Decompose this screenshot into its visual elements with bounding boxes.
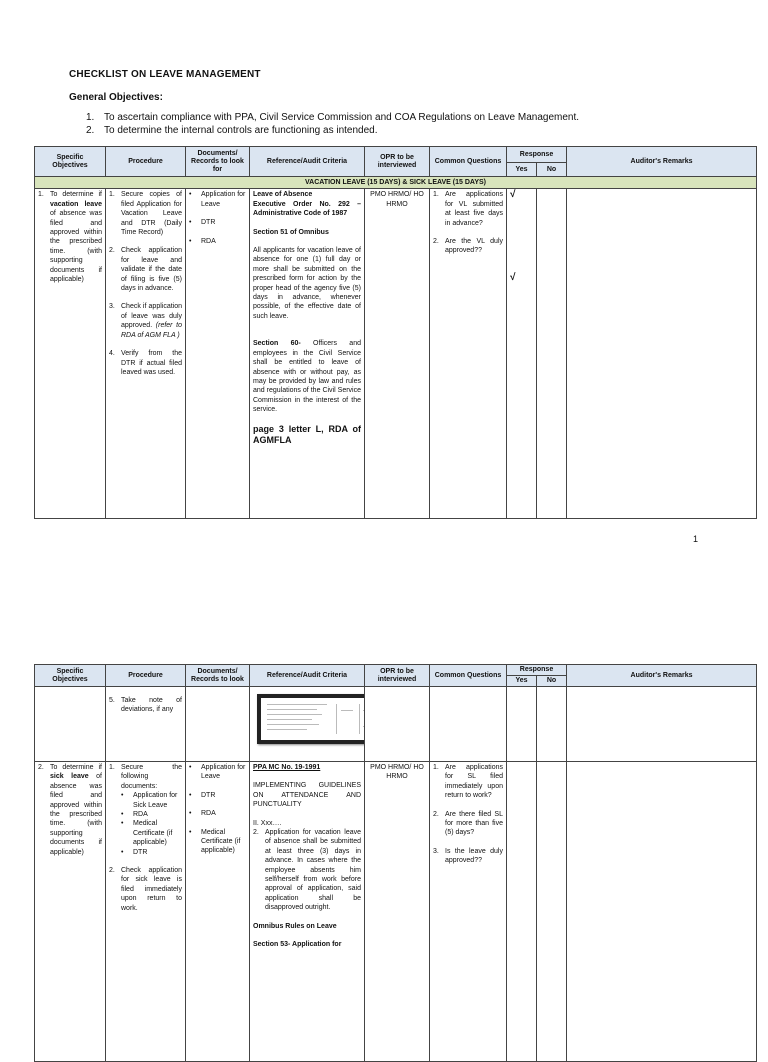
header-no: No — [537, 163, 567, 177]
specific-objective-cell — [35, 687, 106, 762]
header-opr: OPR to be interviewed — [365, 665, 430, 687]
header-common-questions: Common Questions — [430, 147, 507, 177]
reference-cell — [250, 687, 365, 762]
auditors-remarks-cell — [567, 189, 757, 519]
leave-category-band: VACATION LEAVE (15 DAYS) & SICK LEAVE (15 DAYS) — [35, 177, 757, 189]
objectives-list — [86, 111, 579, 137]
header-reference: Reference/Audit Criteria — [250, 147, 365, 177]
document-title: CHECKLIST ON LEAVE MANAGEMENT — [69, 69, 261, 80]
response-yes-cell — [507, 762, 537, 1062]
common-questions-cell: 1. Are applications for SL filed immediately upon return to work? 2. Are there filed SL for more than five (5) days? 3. Is the leave duly approved?? — [430, 762, 507, 1062]
header-specific-objectives: Specific Objectives — [35, 147, 106, 177]
yes-checkmark: √ — [510, 272, 516, 284]
response-no-cell — [537, 687, 567, 762]
header-common-questions: Common Questions — [430, 665, 507, 687]
header-auditors-remarks: Auditor's Remarks — [567, 665, 757, 687]
page-number: 1 — [693, 534, 699, 544]
auditors-remarks-cell — [567, 762, 757, 1062]
documents-cell — [186, 687, 250, 762]
response-no-cell — [537, 762, 567, 1062]
checklist-table-sick-leave — [34, 664, 757, 1062]
header-auditors-remarks: Auditor's Remarks — [567, 147, 757, 177]
documents-cell: • Application for Leave • DTR • RDA • Medical Certificate (if applicable) — [186, 762, 250, 1062]
checklist-table-vacation-leave — [34, 146, 757, 519]
response-no-cell — [537, 189, 567, 519]
auditors-remarks-cell — [567, 687, 757, 762]
header-yes: Yes — [507, 163, 537, 177]
objective-item: 2. To determine the internal controls are functioning as intended. — [86, 125, 378, 136]
opr-cell: PMO HRMO/ HO HRMO — [365, 189, 430, 519]
objective-item: 1. To ascertain compliance with PPA, Civil Service Commission and COA Regulations on Leave Management. — [86, 112, 580, 123]
procedure-cell: 1. Secure copies of filed Application for Vacation Leave and DTR (Daily Time Record) 2. Check application for leave and validate if the date of filing is five (5) days in advance. 3. Check if application of leave was duly approved. (refer to RDA of AGM FLA ) 4. Verify from the DTR if actual filed leaved was used. — [106, 189, 186, 519]
response-yes-cell — [507, 189, 537, 519]
general-objectives-label: General Objectives: — [69, 92, 163, 103]
procedure-cell: 5. Take note of deviations, if any — [106, 687, 186, 762]
header-reference: Reference/Audit Criteria — [250, 665, 365, 687]
specific-objective-cell: 1. To determine if vacation leave of absence was filed and approved within the prescribed time. (with supporting documents if applicable) — [35, 189, 106, 519]
header-response: Response — [507, 665, 567, 676]
yes-checkmark: √ — [510, 189, 516, 201]
procedure-cell: 1. Secure the following documents: • Application for Sick Leave • RDA • Medical Certificate (if applicable) • DTR 2. Check application for sick leave is filed immediately upon return to work. — [106, 762, 186, 1062]
header-documents: Documents/ Records to look for — [186, 147, 250, 177]
header-response: Response — [507, 147, 567, 163]
header-specific-objectives: Specific Objectives — [35, 665, 106, 687]
header-no: No — [537, 676, 567, 687]
embedded-document-thumbnail — [257, 694, 365, 744]
specific-objective-cell: 2. To determine if sick leave of absence was filed and approved within the prescribed time. (with supporting documents if applicable) — [35, 762, 106, 1062]
header-opr: OPR to be interviewed — [365, 147, 430, 177]
response-yes-cell — [507, 687, 537, 762]
reference-cell: Leave of Absence Executive Order No. 292 – Administrative Code of 1987 Section 51 of Omnibus All applicants for vacation leave of absence for one (1) full day or more shall be submitted on the prescribed form for action by the proper head of the agency five (5) days in advance, whenever possible, of the effective date of such leave. Section 60- Officers and employees in the Civil Service shall be entitled to leave of absence with or without pay, as may be provided by law and rules and regulations of the Civil Service Commission in the interest of the service. page 3 letter L, RDA of AGMFLA — [250, 189, 365, 519]
header-yes: Yes — [507, 676, 537, 687]
documents-cell: • Application for Leave • DTR • RDA — [186, 189, 250, 519]
common-questions-cell — [430, 687, 507, 762]
header-procedure: Procedure — [106, 665, 186, 687]
header-documents: Documents/ Records to look — [186, 665, 250, 687]
opr-cell: PMO HRMO/ HO HRMO — [365, 762, 430, 1062]
common-questions-cell: 1. Are applications for VL submitted at least five days in advance? 2. Are the VL duly approved?? — [430, 189, 507, 519]
header-procedure: Procedure — [106, 147, 186, 177]
opr-cell — [365, 687, 430, 762]
reference-cell: PPA MC No. 19-1991 IMPLEMENTING GUIDELINES ON ATTENDANCE AND PUNCTUALITY II. Xxx…. 2. Application for vacation leave of absence shall be submitted at least three (3) days in advance. In cases where the employee absents him self/herself from work before approval of application, said application shall be disapproved outright. Omnibus Rules on Leave Section 53- Application for — [250, 762, 365, 1062]
